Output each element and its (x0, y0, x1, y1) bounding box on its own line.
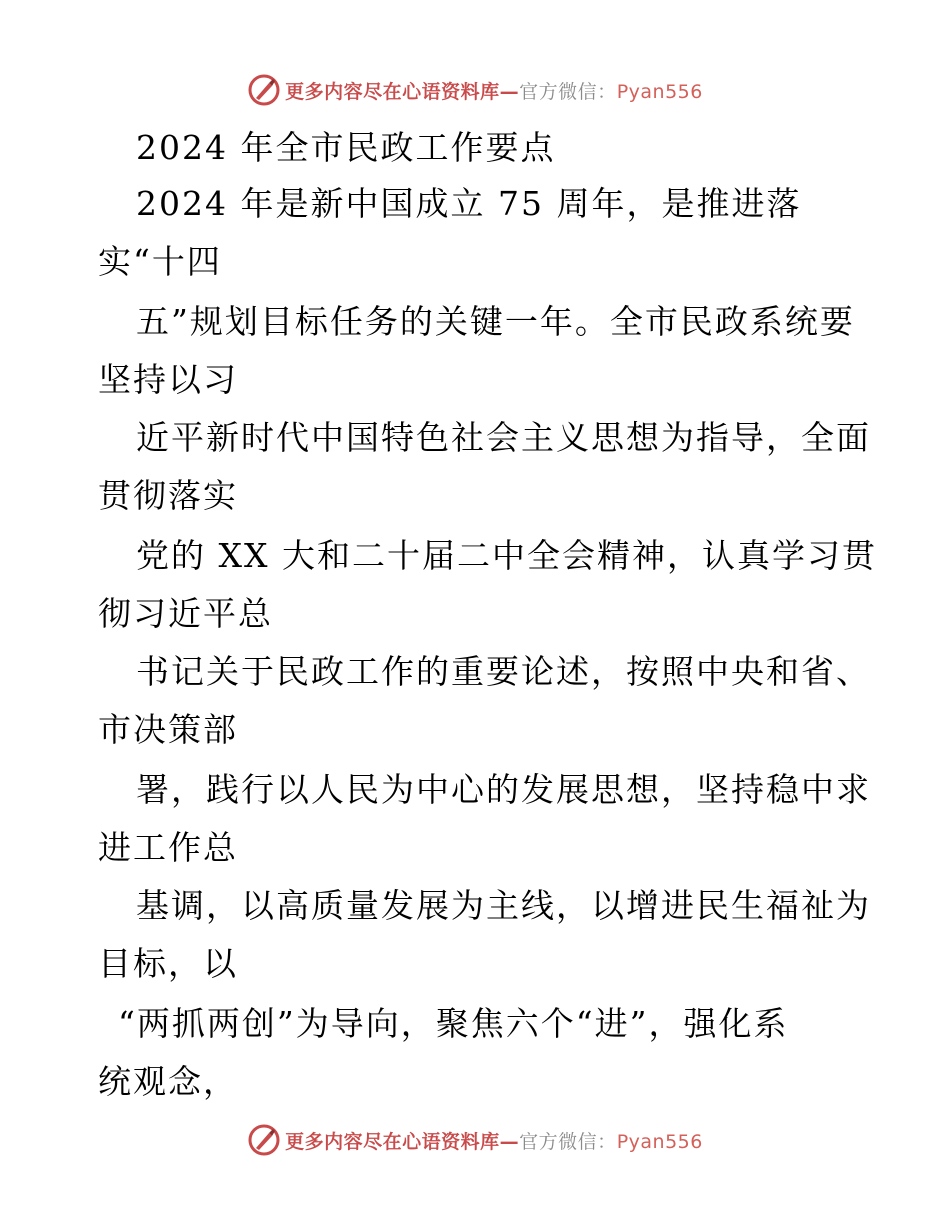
paragraph-line: 基调，以高质量发展为主线，以增进民生福祉为 (136, 886, 871, 925)
watermark-label: 官方微信： (519, 1130, 617, 1153)
watermark-id: Pyan556 (616, 1130, 703, 1153)
watermark-site: 更多内容尽在心语资料库 (285, 80, 500, 103)
paragraph-line: 五”规划目标任务的关键一年。全市民政系统要 (136, 302, 855, 341)
paragraph-line: 贯彻落实 (98, 476, 238, 515)
watermark-dash: — (499, 80, 520, 103)
paragraph-line: 书记关于民政工作的重要论述，按照中央和省、 (136, 652, 871, 691)
paragraph-line: 坚持以习 (98, 360, 238, 399)
paragraph-line: 市决策部 (98, 710, 238, 749)
watermark-id: Pyan556 (616, 80, 703, 103)
paragraph-line: 署，践行以人民为中心的发展思想，坚持稳中求 (136, 770, 871, 809)
header-watermark (0, 72, 950, 108)
paragraph-line: 2024 年是新中国成立 75 周年，是推进落 (136, 184, 802, 223)
paragraph-line: 进工作总 (98, 828, 238, 867)
watermark-site: 更多内容尽在心语资料库 (285, 1130, 500, 1153)
footer-watermark (0, 1122, 950, 1158)
paragraph-line: 党的 XX 大和二十届二中全会精神，认真学习贯 (136, 536, 877, 575)
paragraph-line: “两抓两创”为导向，聚焦六个“进”，强化系 (118, 1004, 789, 1043)
paragraph-line: 近平新时代中国特色社会主义思想为指导，全面 (136, 418, 871, 457)
pen-logo-icon (247, 1123, 281, 1157)
document-title: 2024 年全市民政工作要点 (136, 128, 556, 167)
paragraph-line: 实“十四 (98, 242, 222, 281)
watermark-label: 官方微信： (519, 80, 617, 103)
paragraph-line: 目标，以 (98, 944, 238, 983)
paragraph-line: 统观念， (98, 1062, 238, 1101)
pen-logo-icon (247, 73, 281, 107)
paragraph-line: 彻习近平总 (98, 594, 273, 633)
watermark-dash: — (499, 1130, 520, 1153)
